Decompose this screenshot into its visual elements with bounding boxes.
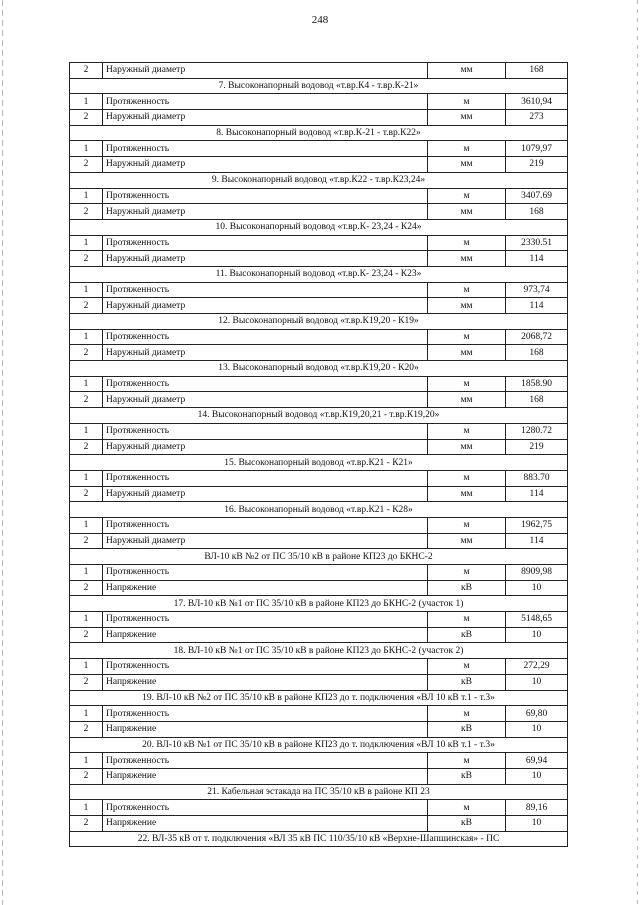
unit-cell: мм <box>428 486 506 502</box>
section-title: 16. Высоконапорный водовод «т.вр.К21 - К28» <box>70 502 568 518</box>
value-cell: 273 <box>506 110 568 126</box>
section-header-row <box>70 643 568 659</box>
parameter-name: Напряжение <box>103 721 428 737</box>
unit-cell: м <box>428 235 506 251</box>
row-number: 2 <box>70 204 103 220</box>
row-number: 2 <box>70 298 103 314</box>
value-cell: 168 <box>506 392 568 408</box>
row-number: 1 <box>70 706 103 722</box>
row-number: 2 <box>70 768 103 784</box>
scan-edge-right <box>637 0 638 905</box>
table-row <box>70 329 568 345</box>
unit-cell: м <box>428 470 506 486</box>
value-cell: 10 <box>506 816 568 832</box>
value-cell: 2330.51 <box>506 235 568 251</box>
row-number: 1 <box>70 329 103 345</box>
section-header-row <box>70 125 568 141</box>
table-row <box>70 110 568 126</box>
parameter-name: Протяженность <box>103 612 428 628</box>
value-cell: 3407.69 <box>506 188 568 204</box>
row-number: 2 <box>70 251 103 267</box>
parameter-name: Протяженность <box>103 282 428 298</box>
table-row <box>70 800 568 816</box>
unit-cell: м <box>428 329 506 345</box>
specification-table-body <box>70 63 568 847</box>
table-row <box>70 486 568 502</box>
parameter-name: Протяженность <box>103 141 428 157</box>
section-header-row <box>70 784 568 800</box>
row-number: 2 <box>70 816 103 832</box>
parameter-name: Наружный диаметр <box>103 392 428 408</box>
parameter-name: Протяженность <box>103 188 428 204</box>
row-number: 1 <box>70 235 103 251</box>
parameter-name: Протяженность <box>103 800 428 816</box>
section-title: 7. Высоконапорный водовод «т.вр.К4 - т.вр.К-21» <box>70 78 568 94</box>
parameter-name: Протяженность <box>103 565 428 581</box>
table-row <box>70 612 568 628</box>
value-cell: 1858.90 <box>506 376 568 392</box>
section-title: 22. ВЛ-35 кВ от т. подключения «ВЛ 35 кВ ПС 110/35/10 кВ «Верхне-Шапшинская» - ПС <box>70 831 568 847</box>
unit-cell: мм <box>428 392 506 408</box>
unit-cell: м <box>428 565 506 581</box>
table-row <box>70 517 568 533</box>
row-number: 1 <box>70 423 103 439</box>
section-title: 8. Высоконапорный водовод «т.вр.К-21 - т.вр.К22» <box>70 125 568 141</box>
parameter-name: Наружный диаметр <box>103 533 428 549</box>
table-row <box>70 423 568 439</box>
table-row <box>70 188 568 204</box>
unit-cell: м <box>428 282 506 298</box>
parameter-name: Наружный диаметр <box>103 486 428 502</box>
unit-cell: м <box>428 94 506 110</box>
scan-edge-left <box>2 0 3 905</box>
table-row <box>70 235 568 251</box>
parameter-name: Наружный диаметр <box>103 157 428 173</box>
row-number: 1 <box>70 376 103 392</box>
section-header-row <box>70 408 568 424</box>
table-row <box>70 251 568 267</box>
page-number: 248 <box>311 14 329 26</box>
value-cell: 1079,97 <box>506 141 568 157</box>
parameter-name: Напряжение <box>103 768 428 784</box>
row-number: 1 <box>70 659 103 675</box>
section-title: 15. Высоконапорный водовод «т.вр.К21 - К21» <box>70 455 568 471</box>
unit-cell: м <box>428 706 506 722</box>
table-row <box>70 753 568 769</box>
value-cell: 219 <box>506 439 568 455</box>
row-number: 1 <box>70 800 103 816</box>
value-cell: 69,80 <box>506 706 568 722</box>
section-header-row <box>70 596 568 612</box>
unit-cell: кВ <box>428 721 506 737</box>
unit-cell: м <box>428 423 506 439</box>
value-cell: 10 <box>506 721 568 737</box>
section-header-row <box>70 455 568 471</box>
parameter-name: Напряжение <box>103 580 428 596</box>
value-cell: 168 <box>506 63 568 79</box>
table-row <box>70 204 568 220</box>
table-row <box>70 768 568 784</box>
parameter-name: Наружный диаметр <box>103 251 428 267</box>
row-number: 2 <box>70 486 103 502</box>
unit-cell: мм <box>428 298 506 314</box>
table-row <box>70 282 568 298</box>
row-number: 2 <box>70 627 103 643</box>
table-row <box>70 565 568 581</box>
parameter-name: Протяженность <box>103 94 428 110</box>
row-number: 1 <box>70 282 103 298</box>
table-row <box>70 706 568 722</box>
row-number: 2 <box>70 439 103 455</box>
parameter-name: Протяженность <box>103 329 428 345</box>
value-cell: 219 <box>506 157 568 173</box>
row-number: 1 <box>70 517 103 533</box>
unit-cell: мм <box>428 251 506 267</box>
table-row <box>70 470 568 486</box>
section-title: 20. ВЛ-10 кВ №1 от ПС 35/10 кВ в районе КП23 до т. подключения «ВЛ 10 кВ т.1 - т.3» <box>70 737 568 753</box>
table-row <box>70 94 568 110</box>
parameter-name: Наружный диаметр <box>103 298 428 314</box>
section-title: 18. ВЛ-10 кВ №1 от ПС 35/10 кВ в районе КП23 до БКНС-2 (участок 2) <box>70 643 568 659</box>
row-number: 2 <box>70 110 103 126</box>
section-header-row <box>70 690 568 706</box>
value-cell: 1962,75 <box>506 517 568 533</box>
value-cell: 10 <box>506 627 568 643</box>
unit-cell: м <box>428 376 506 392</box>
section-header-row <box>70 266 568 282</box>
unit-cell: мм <box>428 157 506 173</box>
value-cell: 8909,98 <box>506 565 568 581</box>
unit-cell: м <box>428 612 506 628</box>
value-cell: 2068,72 <box>506 329 568 345</box>
row-number: 1 <box>70 753 103 769</box>
table-row <box>70 392 568 408</box>
value-cell: 168 <box>506 345 568 361</box>
value-cell: 883.70 <box>506 470 568 486</box>
table-row <box>70 439 568 455</box>
parameter-name: Наружный диаметр <box>103 204 428 220</box>
parameter-name: Наружный диаметр <box>103 110 428 126</box>
value-cell: 69,94 <box>506 753 568 769</box>
row-number: 1 <box>70 141 103 157</box>
table-row <box>70 141 568 157</box>
section-title: 12. Высоконапорный водовод «т.вр.К19,20 - К19» <box>70 314 568 330</box>
value-cell: 1280.72 <box>506 423 568 439</box>
unit-cell: кВ <box>428 580 506 596</box>
unit-cell: мм <box>428 533 506 549</box>
table-row <box>70 580 568 596</box>
unit-cell: м <box>428 753 506 769</box>
value-cell: 3610,94 <box>506 94 568 110</box>
table-row <box>70 533 568 549</box>
section-title: 21. Кабельная эстакада на ПС 35/10 кВ в районе КП 23 <box>70 784 568 800</box>
row-number: 1 <box>70 612 103 628</box>
row-number: 2 <box>70 580 103 596</box>
row-number: 2 <box>70 63 103 79</box>
section-title: 9. Высоконапорный водовод «т.вр.К22 - т.вр.К23,24» <box>70 172 568 188</box>
parameter-name: Наружный диаметр <box>103 345 428 361</box>
unit-cell: м <box>428 659 506 675</box>
section-title: 13. Высоконапорный водовод «т.вр.К19,20 - К20» <box>70 361 568 377</box>
unit-cell: мм <box>428 63 506 79</box>
parameter-name: Протяженность <box>103 235 428 251</box>
table-row <box>70 63 568 79</box>
unit-cell: м <box>428 141 506 157</box>
parameter-name: Протяженность <box>103 517 428 533</box>
table-row <box>70 627 568 643</box>
unit-cell: мм <box>428 345 506 361</box>
table-row <box>70 298 568 314</box>
unit-cell: м <box>428 517 506 533</box>
section-header-row <box>70 361 568 377</box>
unit-cell: м <box>428 800 506 816</box>
parameter-name: Напряжение <box>103 674 428 690</box>
section-title: 14. Высоконапорный водовод «т.вр.К19,20,21 - т.вр.К19,20» <box>70 408 568 424</box>
section-title: 10. Высоконапорный водовод «т.вр.К- 23,24 - К24» <box>70 219 568 235</box>
parameter-name: Протяженность <box>103 376 428 392</box>
parameter-name: Протяженность <box>103 470 428 486</box>
value-cell: 973,74 <box>506 282 568 298</box>
value-cell: 10 <box>506 674 568 690</box>
section-title: 11. Высоконапорный водовод «т.вр.К- 23,24 - К23» <box>70 266 568 282</box>
value-cell: 114 <box>506 533 568 549</box>
parameter-name: Протяженность <box>103 753 428 769</box>
value-cell: 168 <box>506 204 568 220</box>
unit-cell: мм <box>428 110 506 126</box>
table-row <box>70 721 568 737</box>
value-cell: 5148,65 <box>506 612 568 628</box>
row-number: 2 <box>70 674 103 690</box>
row-number: 1 <box>70 470 103 486</box>
parameter-name: Наружный диаметр <box>103 439 428 455</box>
table-row <box>70 659 568 675</box>
section-title: 19. ВЛ-10 кВ №2 от ПС 35/10 кВ в районе КП23 до т. подключения «ВЛ 10 кВ т.1 - т.3» <box>70 690 568 706</box>
value-cell: 10 <box>506 768 568 784</box>
section-title: 17. ВЛ-10 кВ №1 от ПС 35/10 кВ в районе КП23 до БКНС-2 (участок 1) <box>70 596 568 612</box>
section-header-row <box>70 78 568 94</box>
row-number: 2 <box>70 157 103 173</box>
section-header-row <box>70 219 568 235</box>
table-row <box>70 157 568 173</box>
section-header-row <box>70 737 568 753</box>
row-number: 2 <box>70 721 103 737</box>
value-cell: 114 <box>506 298 568 314</box>
unit-cell: м <box>428 188 506 204</box>
unit-cell: кВ <box>428 627 506 643</box>
section-header-row <box>70 172 568 188</box>
value-cell: 114 <box>506 486 568 502</box>
row-number: 2 <box>70 533 103 549</box>
unit-cell: мм <box>428 204 506 220</box>
table-row <box>70 674 568 690</box>
value-cell: 10 <box>506 580 568 596</box>
parameter-name: Протяженность <box>103 659 428 675</box>
unit-cell: кВ <box>428 816 506 832</box>
value-cell: 114 <box>506 251 568 267</box>
unit-cell: кВ <box>428 768 506 784</box>
row-number: 1 <box>70 94 103 110</box>
row-number: 1 <box>70 565 103 581</box>
parameter-name: Протяженность <box>103 423 428 439</box>
table-row <box>70 376 568 392</box>
parameter-name: Протяженность <box>103 706 428 722</box>
section-header-row <box>70 314 568 330</box>
table-row <box>70 345 568 361</box>
row-number: 1 <box>70 188 103 204</box>
table-row <box>70 816 568 832</box>
section-header-row <box>70 831 568 847</box>
parameter-name: Наружный диаметр <box>103 63 428 79</box>
section-header-row <box>70 502 568 518</box>
unit-cell: кВ <box>428 674 506 690</box>
value-cell: 272,29 <box>506 659 568 675</box>
row-number: 2 <box>70 345 103 361</box>
section-title: ВЛ-10 кВ №2 от ПС 35/10 кВ в районе КП23 до БКНС-2 <box>70 549 568 565</box>
unit-cell: мм <box>428 439 506 455</box>
row-number: 2 <box>70 392 103 408</box>
section-header-row <box>70 549 568 565</box>
value-cell: 89,16 <box>506 800 568 816</box>
specification-table <box>69 62 568 847</box>
parameter-name: Напряжение <box>103 816 428 832</box>
parameter-name: Напряжение <box>103 627 428 643</box>
